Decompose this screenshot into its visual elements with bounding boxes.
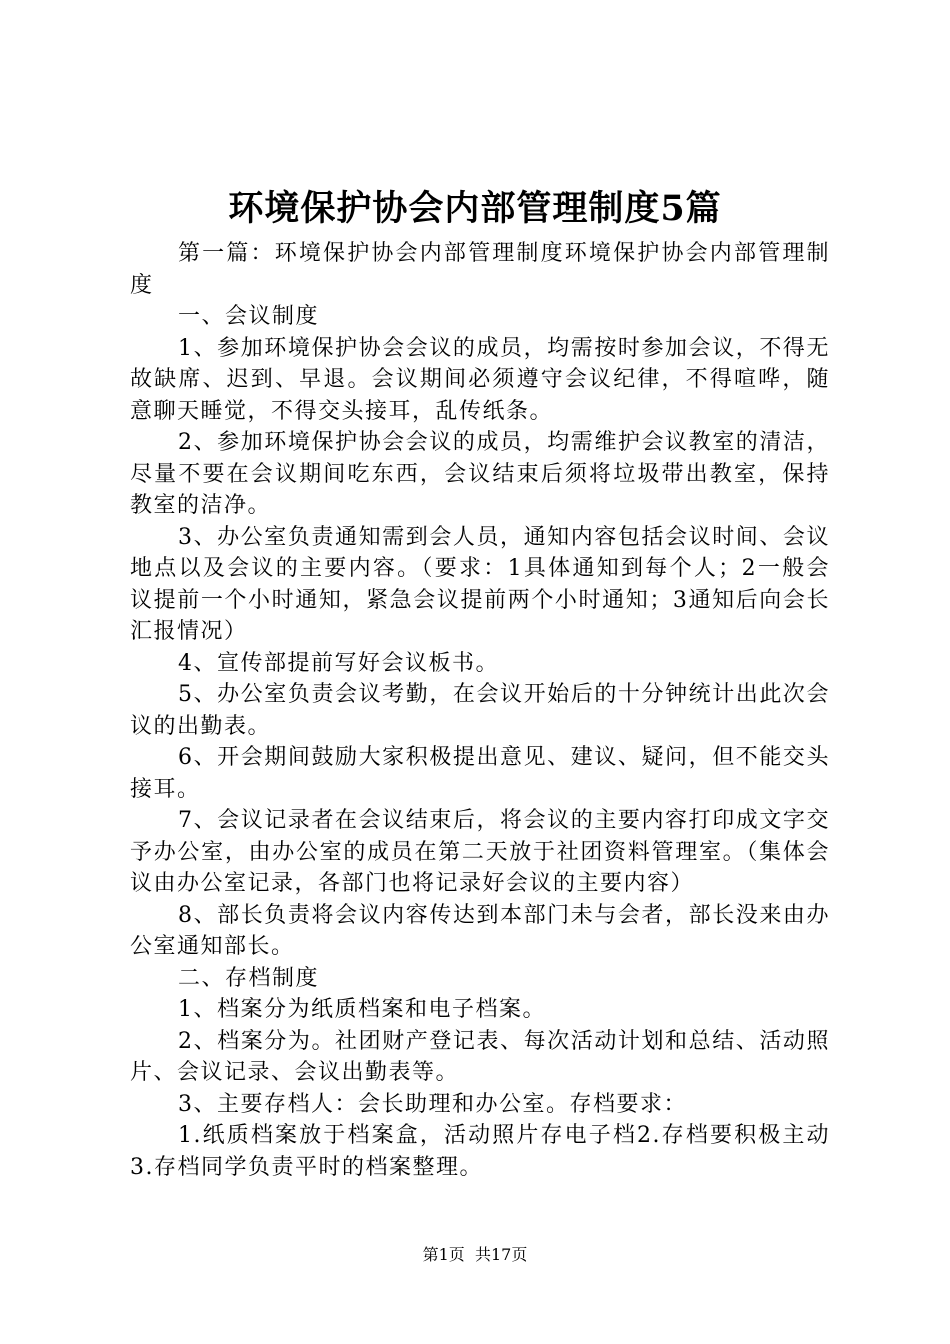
paragraph-meeting-2: 2、参加环境保护协会会议的成员，均需维护会议教室的清洁，尽量不要在会议期间吃东西，会议结束后须将垃圾带出教室，保持教室的洁净。: [130, 430, 830, 518]
paragraph-archive-1: 1、档案分为纸质档案和电子档案。: [178, 997, 546, 1022]
paragraph-meeting-6: 6、开会期间鼓励大家积极提出意见、建议、疑问，但不能交头接耳。: [130, 745, 830, 802]
page-total: 共17页: [474, 1245, 528, 1264]
paragraph-archive-2: 2、档案分为。社团财产登记表、每次活动计划和总结、活动照片、会议记录、会议出勤表等。: [130, 1028, 830, 1085]
section-heading-meeting: 一、会议制度: [178, 304, 320, 329]
paragraph-meeting-4: 4、宣传部提前写好会议板书。: [178, 650, 499, 676]
paragraph-meeting-1: 1、参加环境保护协会会议的成员，均需按时参加会议，不得无故缺席、迟到、早退。会议期间必须遵守会议纪律，不得喧哗，随意聊天睡觉，不得交头接耳，乱传纸条。: [130, 335, 830, 424]
paragraph-meeting-5: 5、办公室负责会议考勤，在会议开始后的十分钟统计出此次会议的出勤表。: [130, 682, 830, 739]
document-title: 环境保护协会内部管理制度5篇: [228, 188, 722, 229]
paragraph-meeting-8: 8、部长负责将会议内容传达到本部门未与会者，部长没来由办公室通知部长。: [130, 902, 830, 959]
document-body: [130, 238, 830, 1183]
paragraph-meeting-7: 7、会议记录者在会议结束后，将会议的主要内容打印成文字交予办公室，由办公室的成员在第二天放于社团资料管理室。（集体会议由办公室记录，各部门也将记录好会议的主要内容）: [130, 808, 830, 896]
paragraph-archive-requirements: 1.纸质档案放于档案盒，活动照片存电子档2.存档要积极主动3.存档同学负责平时的档案整理。: [130, 1123, 830, 1180]
paragraph-archive-3: 3、主要存档人：会长助理和办公室。存档要求：: [178, 1091, 687, 1117]
paragraph-intro: 第一篇：环境保护协会内部管理制度环境保护协会内部管理制度: [130, 241, 830, 298]
paragraph-meeting-3: 3、办公室负责通知需到会人员，通知内容包括会议时间、会议地点以及会议的主要内容。（要求：1具体通知到每个人；2一般会议提前一个小时通知，紧急会议提前两个小时通知；3通知后向会长汇报情况）: [130, 524, 830, 644]
page-number: 第1页: [422, 1245, 465, 1264]
section-heading-archive: 二、存档制度: [178, 965, 320, 991]
page-footer: [0, 1244, 950, 1266]
